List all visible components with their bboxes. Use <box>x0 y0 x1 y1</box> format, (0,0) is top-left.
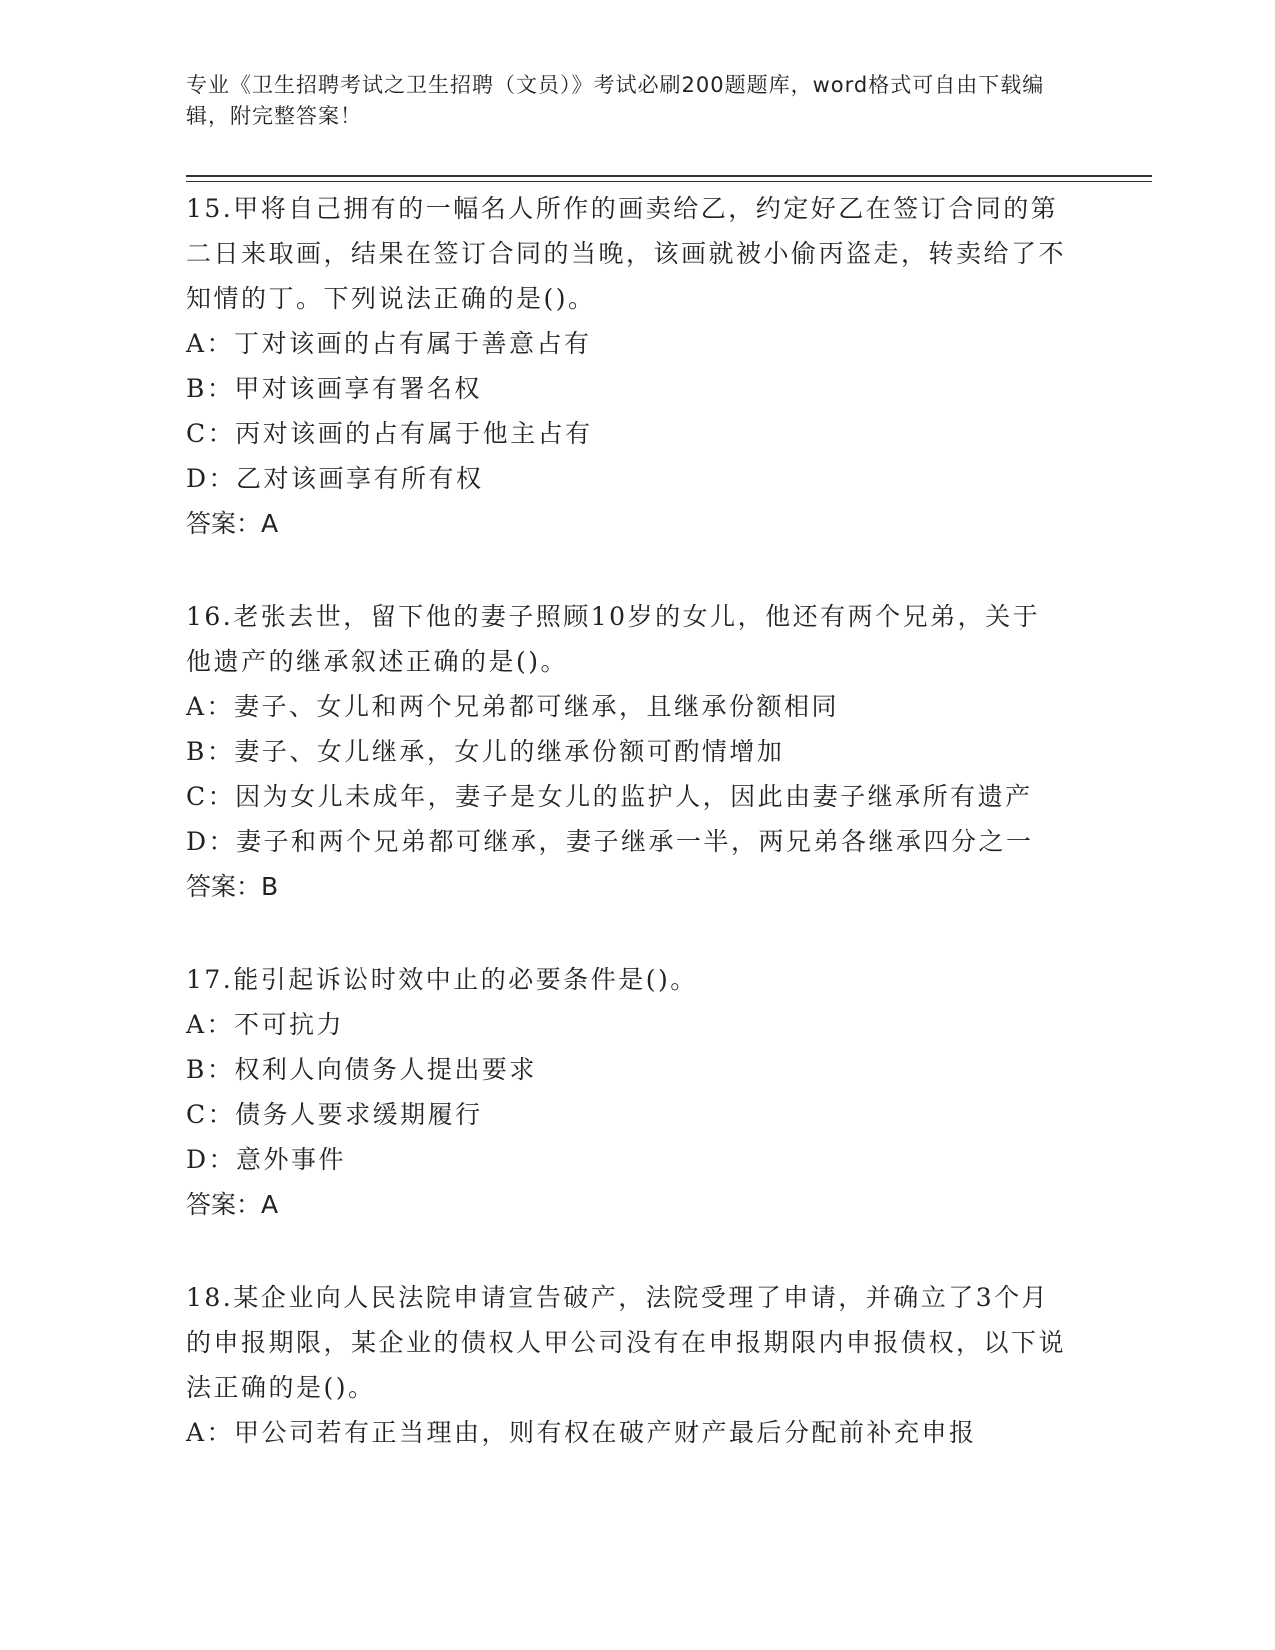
question-list <box>186 186 1086 1455</box>
header-divider-thick <box>186 175 1152 177</box>
question-15 <box>186 186 1086 546</box>
answer-line: 答案：B <box>186 872 279 901</box>
option-d: D：意外事件 <box>186 1145 347 1174</box>
option-b: B：甲对该画享有署名权 <box>186 374 482 403</box>
option-c: C：债务人要求缓期履行 <box>186 1100 483 1129</box>
option-c: C：丙对该画的占有属于他主占有 <box>186 419 593 448</box>
question-text: 16.老张去世，留下他的妻子照顾10岁的女儿，他还有两个兄弟，关于他遗产的继承叙述正确的是()。 <box>186 602 1041 676</box>
question-16 <box>186 594 1086 909</box>
option-b: B：权利人向债务人提出要求 <box>186 1055 537 1084</box>
question-18 <box>186 1275 1086 1455</box>
option-b: B：妻子、女儿继承，女儿的继承份额可酌情增加 <box>186 737 785 766</box>
option-a: A：丁对该画的占有属于善意占有 <box>186 329 592 358</box>
option-d: D：乙对该画享有所有权 <box>186 464 484 493</box>
option-c: C：因为女儿未成年，妻子是女儿的监护人，因此由妻子继承所有遗产 <box>186 782 1033 811</box>
question-text: 17.能引起诉讼时效中止的必要条件是()。 <box>186 965 698 994</box>
question-text: 18.某企业向人民法院申请宣告破产，法院受理了申请，并确立了3个月的申报期限，某企业的债权人甲公司没有在申报期限内申报债权，以下说法正确的是()。 <box>186 1283 1067 1402</box>
answer-line: 答案：A <box>186 1190 279 1219</box>
option-a: A：妻子、女儿和两个兄弟都可继承，且继承份额相同 <box>186 692 840 721</box>
answer-line: 答案：A <box>186 509 279 538</box>
option-a: A：甲公司若有正当理由，则有权在破产财产最后分配前补充申报 <box>186 1418 977 1447</box>
document-header: 专业《卫生招聘考试之卫生招聘（文员）》考试必刷200题题库，word格式可自由下载编辑，附完整答案！ <box>186 73 1045 128</box>
question-text: 15.甲将自己拥有的一幅名人所作的画卖给乙，约定好乙在签订合同的第二日来取画，结果在签订合同的当晚，该画就被小偷丙盗走，转卖给了不知情的丁。下列说法正确的是()。 <box>186 194 1067 313</box>
header-divider-thin <box>186 181 1152 182</box>
question-17 <box>186 957 1086 1227</box>
option-d: D：妻子和两个兄弟都可继承，妻子继承一半，两兄弟各继承四分之一 <box>186 827 1034 856</box>
option-a: A：不可抗力 <box>186 1010 345 1039</box>
